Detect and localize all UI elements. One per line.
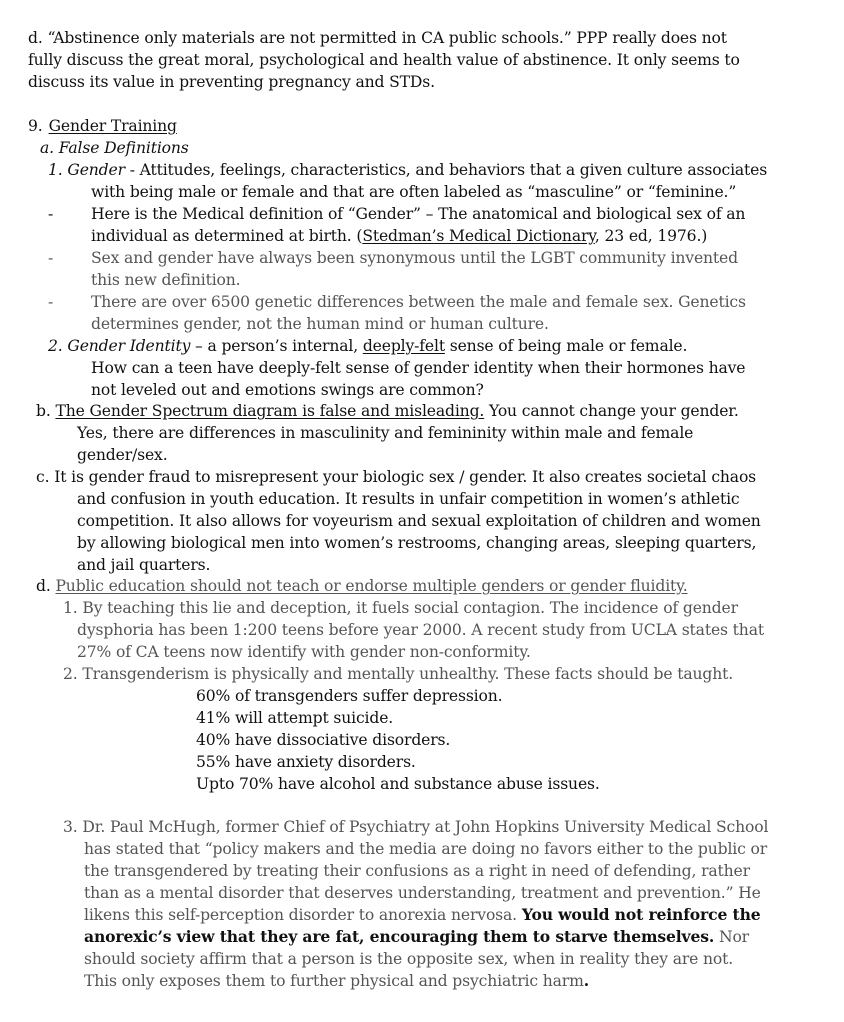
subsection-c-line: competition. It also allows for voyeurism and sexual exploitation of children and women bbox=[77, 512, 761, 530]
definition-gender bbox=[48, 159, 767, 181]
subsection-line: gender/sex. bbox=[77, 446, 168, 464]
subsection-c-line: and jail quarters. bbox=[77, 556, 211, 574]
item-text: likens this self-perception disorder to anorexia nervosa. bbox=[84, 906, 517, 924]
item-text: Nor bbox=[714, 928, 749, 946]
def-term: Gender Identity bbox=[67, 337, 191, 355]
section-number: 9. bbox=[28, 117, 43, 135]
subsection-line: Yes, there are differences in masculinity and femininity within male and female bbox=[77, 424, 694, 442]
item-bold-period: . bbox=[583, 971, 590, 990]
list-item-line: dysphoria has been 1:200 teens before year 2000. A recent study from UCLA states that bbox=[77, 621, 764, 639]
definition-line: with being male or female and that are often labeled as “masculine” or “feminine.” bbox=[91, 183, 737, 201]
list-item-line: has stated that “policy makers and the media are doing no favors either to the public or bbox=[84, 840, 768, 858]
def-text: - Attitudes, feelings, characteristics, and behaviors that a given culture associates bbox=[124, 161, 768, 179]
subsection-d bbox=[36, 575, 688, 597]
definition-gender-identity bbox=[48, 335, 687, 357]
list-item-line: 3. Dr. Paul McHugh, former Chief of Psychiatry at John Hopkins University Medical School bbox=[63, 818, 769, 836]
stat-line: 41% will attempt suicide. bbox=[196, 709, 394, 727]
subsection-label: d. bbox=[36, 577, 51, 595]
item-bold-text: anorexic’s view that they are fat, encouraging them to starve themselves. bbox=[84, 927, 715, 946]
bullet-line: this new definition. bbox=[91, 271, 241, 289]
bullet-line: Here is the Medical definition of “Gender” – The anatomical and biological sex of an bbox=[91, 205, 746, 223]
citation-title: Stedman’s Medical Dictionary bbox=[362, 227, 595, 245]
para-d-line: d. “Abstinence only materials are not permitted in CA public schools.” PPP really does not bbox=[28, 29, 727, 47]
subsection-c-line: by allowing biological men into women’s restrooms, changing areas, sleeping quarters, bbox=[77, 534, 757, 552]
def-text: sense of being male or female. bbox=[444, 337, 688, 355]
list-item-line: 1. By teaching this lie and deception, it fuels social contagion. The incidence of gender bbox=[63, 599, 738, 617]
stat-line: 55% have anxiety disorders. bbox=[196, 753, 416, 771]
bullet-line: There are over 6500 genetic differences between the male and female sex. Genetics bbox=[91, 293, 746, 311]
def-term: Gender bbox=[67, 161, 125, 179]
def-number: 2. bbox=[48, 337, 63, 355]
subsection-b-underlined: The Gender Spectrum diagram is false and misleading. bbox=[55, 402, 485, 420]
list-item-line: than as a mental disorder that deserves understanding, treatment and prevention.” He bbox=[84, 884, 761, 902]
def-number: 1. bbox=[48, 161, 63, 179]
subsection-c-line: c. It is gender fraud to misrepresent your biologic sex / gender. It also creates societal chaos bbox=[36, 468, 757, 486]
item-bold-text: You would not reinforce the bbox=[521, 905, 761, 924]
section-heading bbox=[28, 115, 177, 137]
def-underlined: deeply-felt bbox=[362, 337, 445, 355]
list-item-line: 27% of CA teens now identify with gender non-conformity. bbox=[77, 643, 531, 661]
definition-line: not leveled out and emotions swings are common? bbox=[91, 381, 484, 399]
para-d-line: discuss its value in preventing pregnancy and STDs. bbox=[28, 73, 435, 91]
subsection-b-text: You cannot change your gender. bbox=[484, 402, 739, 420]
bullet-text: , 23 ed, 1976.) bbox=[594, 227, 708, 245]
subsection-d-underlined: Public education should not teach or endorse multiple genders or gender fluidity. bbox=[55, 577, 688, 595]
def-text: – a person’s internal, bbox=[190, 337, 363, 355]
list-item-line: the transgendered by treating their confusions as a right in need of defending, rather bbox=[84, 862, 750, 880]
list-item-line: should society affirm that a person is the opposite sex, when in reality they are not. bbox=[84, 950, 734, 968]
stat-line: 40% have dissociative disorders. bbox=[196, 731, 451, 749]
dash-bullet: - bbox=[48, 249, 54, 267]
list-item-line bbox=[84, 970, 589, 992]
subsection-c-line: and confusion in youth education. It results in unfair competition in women’s athletic bbox=[77, 490, 740, 508]
subsection-a-heading: a. False Definitions bbox=[40, 139, 189, 157]
item-text: This only exposes them to further physical and psychiatric harm bbox=[84, 972, 584, 990]
para-d-line: fully discuss the great moral, psychological and health value of abstinence. It only seems to bbox=[28, 51, 740, 69]
dash-bullet: - bbox=[48, 205, 54, 223]
list-item-line bbox=[84, 904, 761, 926]
dash-bullet: - bbox=[48, 293, 54, 311]
subsection-label: b. bbox=[36, 402, 51, 420]
list-item-line: 2. Transgenderism is physically and mentally unhealthy. These facts should be taught. bbox=[63, 665, 734, 683]
stat-line: Upto 70% have alcohol and substance abuse issues. bbox=[196, 775, 600, 793]
bullet-line: Sex and gender have always been synonymous until the LGBT community invented bbox=[91, 249, 738, 267]
bullet-line bbox=[91, 225, 707, 247]
bullet-text: individual as determined at birth. ( bbox=[91, 227, 363, 245]
bullet-line: determines gender, not the human mind or human culture. bbox=[91, 315, 549, 333]
section-title: Gender Training bbox=[48, 117, 177, 135]
list-item-line bbox=[84, 926, 749, 948]
subsection-b bbox=[36, 400, 739, 422]
definition-line: How can a teen have deeply-felt sense of gender identity when their hormones have bbox=[91, 359, 746, 377]
stat-line: 60% of transgenders suffer depression. bbox=[196, 687, 503, 705]
